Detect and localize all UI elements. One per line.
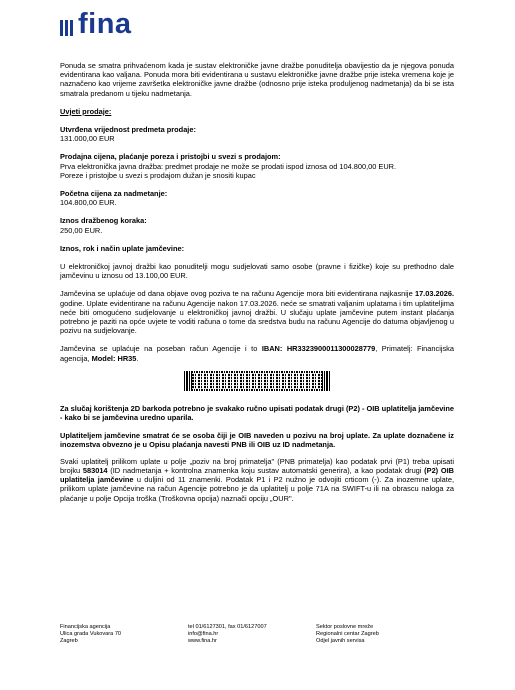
step-label: Iznos dražbenog koraka: — [60, 216, 147, 226]
payment-instructions — [60, 457, 454, 503]
start-price-label: Početna cijena za nadmetanje: — [60, 189, 168, 199]
start-price-amount: 104.800,00 EUR. — [60, 198, 117, 208]
value-amount: 131.000,00 EUR — [60, 134, 115, 144]
price-line1: Prva elektronička javna dražba: predmet prodaje ne može se prodati ispod iznosa od 104.800,00 EUR. — [60, 161, 397, 171]
instructions-text: Svaki uplatitelj prilikom uplate u polje „poziv na broj primatelja" (PNB primatelja) kao podatak prvi (P1) treba upisati brojku — [60, 456, 454, 475]
conditions-heading: Uvjeti prodaje: — [60, 106, 112, 116]
payment-model: Model: HR35 — [91, 353, 137, 363]
instructions-text-2: (ID nadmetanja + kontrolna znamenka koju sustav automatski generira), a kao podatak drugi — [107, 465, 425, 475]
footer-address: Financijska agencija Ulica grada Vukovara 70 Zagreb — [60, 624, 122, 644]
logo-bars-icon — [60, 14, 73, 36]
fina-logo — [60, 8, 132, 40]
document-body — [60, 61, 454, 503]
barcode-notice: Za slučaj korištenja 2D barkoda potrebno je svakako ručno upisati podatak drugi (P2) - OIB uplatitelja jamčevine - kako bi se jamčevina uredno uparila. — [60, 403, 454, 423]
value-label: Utvrđena vrijednost predmeta prodaje: — [60, 125, 196, 135]
iban: IBAN: HR3323900011300028779 — [261, 344, 376, 354]
footer-contact: tel 01/6127301, fax 01/6127007 info@fina.hr www.fina.hr — [188, 624, 267, 644]
p2-field-label: (P2) OIB uplatitelja jamčevine — [60, 465, 455, 485]
footer — [60, 624, 460, 645]
step-amount: 250,00 EUR. — [60, 225, 103, 235]
price-line2: Poreze i pristojbe u svezi s prodajom dužan je snositi kupac — [60, 170, 256, 180]
price-label: Prodajna cijena, plaćanje poreza i pristojbi u svezi s prodajom: — [60, 152, 281, 162]
intro-paragraph: Ponuda se smatra prihvaćenom kada je sustav elektroničke javne dražbe ponuditelja obavijestio da je njegova ponuda evidentirana kao valjana. Ponuda mora biti evidentirana u sustavu elektroničke javne dražbe prije isteka vremena koje je naznačeno kao vrijeme završetka elektroničke javne dražbe (odnosno prije isteka produljenog nadmetanja) da bi se ista smatrala predanom u tijeku nadmetanja. — [60, 61, 454, 98]
deposit-p3-end: . — [136, 353, 139, 363]
2d-barcode-icon — [184, 371, 330, 391]
deposit-p3-text: Jamčevina se uplaćuje na poseban račun Agencije i to — [60, 344, 262, 354]
logo-text: fina — [78, 8, 132, 40]
deposit-paragraph-2 — [60, 289, 454, 335]
deposit-heading: Iznos, rok i način uplate jamčevine: — [60, 243, 185, 253]
deposit-paragraph-1: U elektroničkoj javnoj dražbi kao ponuditelji mogu sudjelovati samo osobe (pravne i fizičke) koje su prethodno dale jamčevinu u iznosu od 13.100,00 EUR. — [60, 262, 454, 281]
deposit-p2-text: Jamčevina se uplaćuje od dana objave ovog poziva te na računu Agencije mora biti evidentirana najkasnije — [60, 289, 415, 299]
deposit-p3-recipient: , Primatelj: Financijska agencija, — [60, 344, 454, 363]
payer-notice: Uplatiteljem jamčevine smatrat će se osoba čiji je OIB naveden u pozivu na broj uplate. Za uplate doznačene iz inozemstva obvezno je u Opisu plaćanja navesti PNB ili OIB uz ID nadmetanja. — [60, 431, 454, 450]
deposit-deadline-date: 17.03.2026. — [414, 289, 454, 299]
instructions-text-3: u duljini od 11 znamenki. Podatak P1 i P2 nužno je odvojiti crticom (-). Za inozemne uplate, prilikom uplate jamčevine na račun Agencije potrebno je da uplatitelj u polje 71A na SWIFT-u ili na obrascu naloga za plaćanje u polje Opcija troška (Troškovna opcija) naznači opciju „OUR". — [60, 475, 455, 503]
auction-id-number: 583014 — [82, 465, 108, 475]
deposit-paragraph-3 — [60, 344, 454, 362]
deposit-p2-text-rest: godine. Uplate evidentirane na računu Agencije nakon 17.03.2026. neće se smatrati valjanim uplatama i tim uplatiteljima neće biti omogućeno sudjelovanje u elektroničkoj javnoj dražbi. U slučaju uplate jamčevine putem instant plaćanja potrebno je paziti na opće uvjete te voditi računa o tome da sredstva budu na računu Agencije do datuma objavljenog u pozivu na sudjelovanje. — [60, 298, 454, 336]
footer-department: Sektor poslovne mreže Regionalni centar Zagreb Odjel javnih servisa — [316, 624, 379, 644]
